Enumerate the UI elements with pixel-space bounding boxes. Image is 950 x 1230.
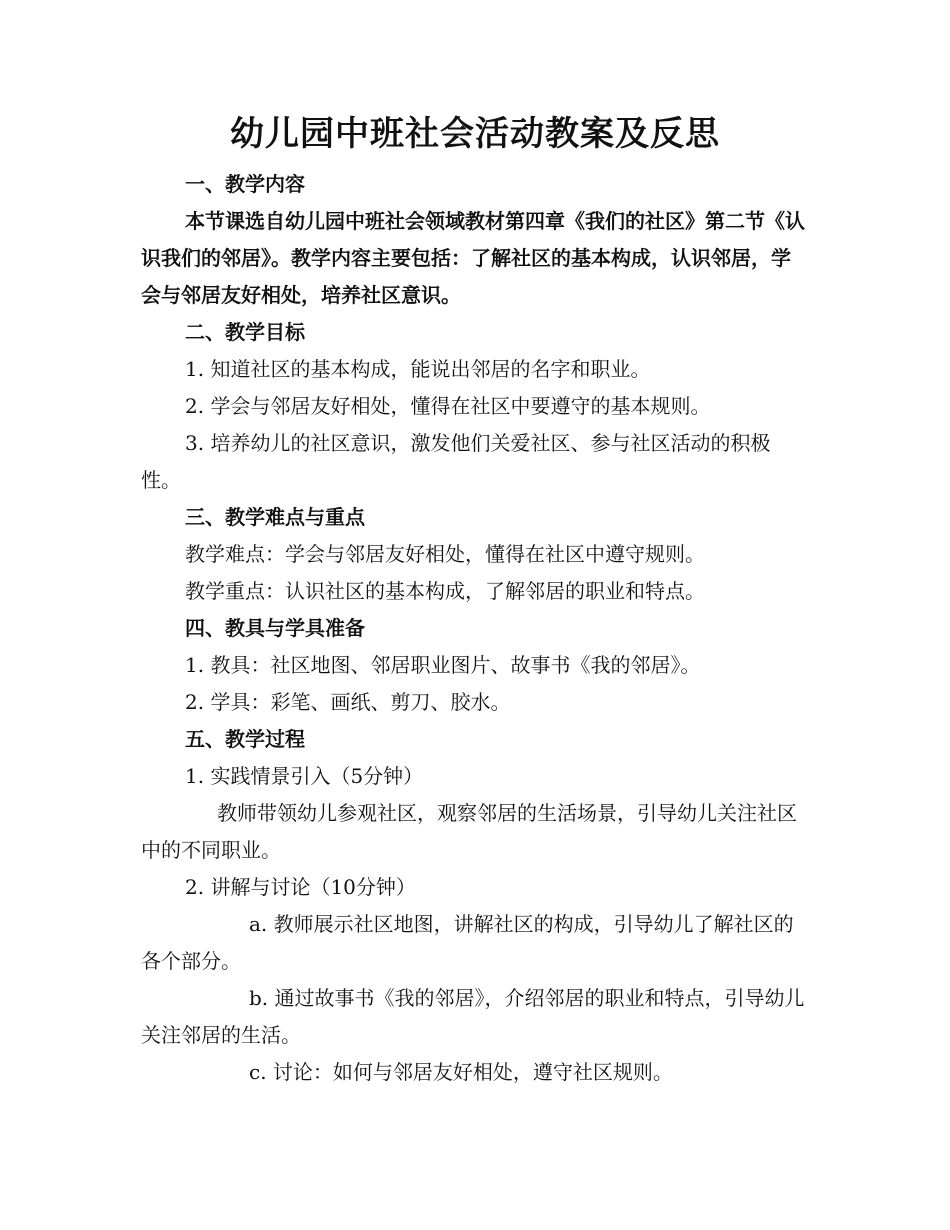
paragraph: 2. 讲解与讨论（10分钟） [185, 875, 416, 899]
paragraph: 本节课选自幼儿园中班社会领域教材第四章《我们的社区》第二节《认识我们的邻居》。教学内容主要包括：了解社区的基本构成，认识邻居，学会与邻居友好相处，培养社区意识。 [141, 209, 805, 307]
paragraph: 一、教学内容 [185, 172, 305, 196]
paragraph: c. 讨论：如何与邻居友好相处，遵守社区规则。 [249, 1060, 673, 1084]
document-body [141, 166, 805, 1091]
paragraph: 2. 学会与邻居友好相处，懂得在社区中要遵守的基本规则。 [185, 394, 711, 418]
paragraph: 2. 学具：彩笔、画纸、剪刀、胶水。 [185, 690, 511, 714]
paragraph: 1. 教具：社区地图、邻居职业图片、故事书《我的邻居》。 [185, 653, 701, 677]
paragraph: 1. 知道社区的基本构成，能说出邻居的名字和职业。 [185, 357, 651, 381]
paragraph: 三、教学难点与重点 [185, 505, 365, 529]
paragraph: 二、教学目标 [185, 320, 305, 344]
paragraph: a. 教师展示社区地图，讲解社区的构成，引导幼儿了解社区的各个部分。 [141, 912, 794, 973]
document-title: 幼儿园中班社会活动教案及反思 [230, 114, 720, 154]
paragraph: 3. 培养幼儿的社区意识，激发他们关爱社区、参与社区活动的积极性。 [141, 431, 771, 492]
paragraph: 五、教学过程 [185, 727, 305, 751]
paragraph: b. 通过故事书《我的邻居》，介绍邻居的职业和特点，引导幼儿关注邻居的生活。 [141, 986, 805, 1047]
paragraph: 教师带领幼儿参观社区，观察邻居的生活场景，引导幼儿关注社区中的不同职业。 [141, 801, 797, 862]
paragraph: 教学难点：学会与邻居友好相处，懂得在社区中遵守规则。 [185, 542, 705, 566]
paragraph: 1. 实践情景引入（5分钟） [185, 764, 424, 788]
paragraph: 四、教具与学具准备 [185, 616, 365, 640]
paragraph: 教学重点：认识社区的基本构成，了解邻居的职业和特点。 [185, 579, 705, 603]
